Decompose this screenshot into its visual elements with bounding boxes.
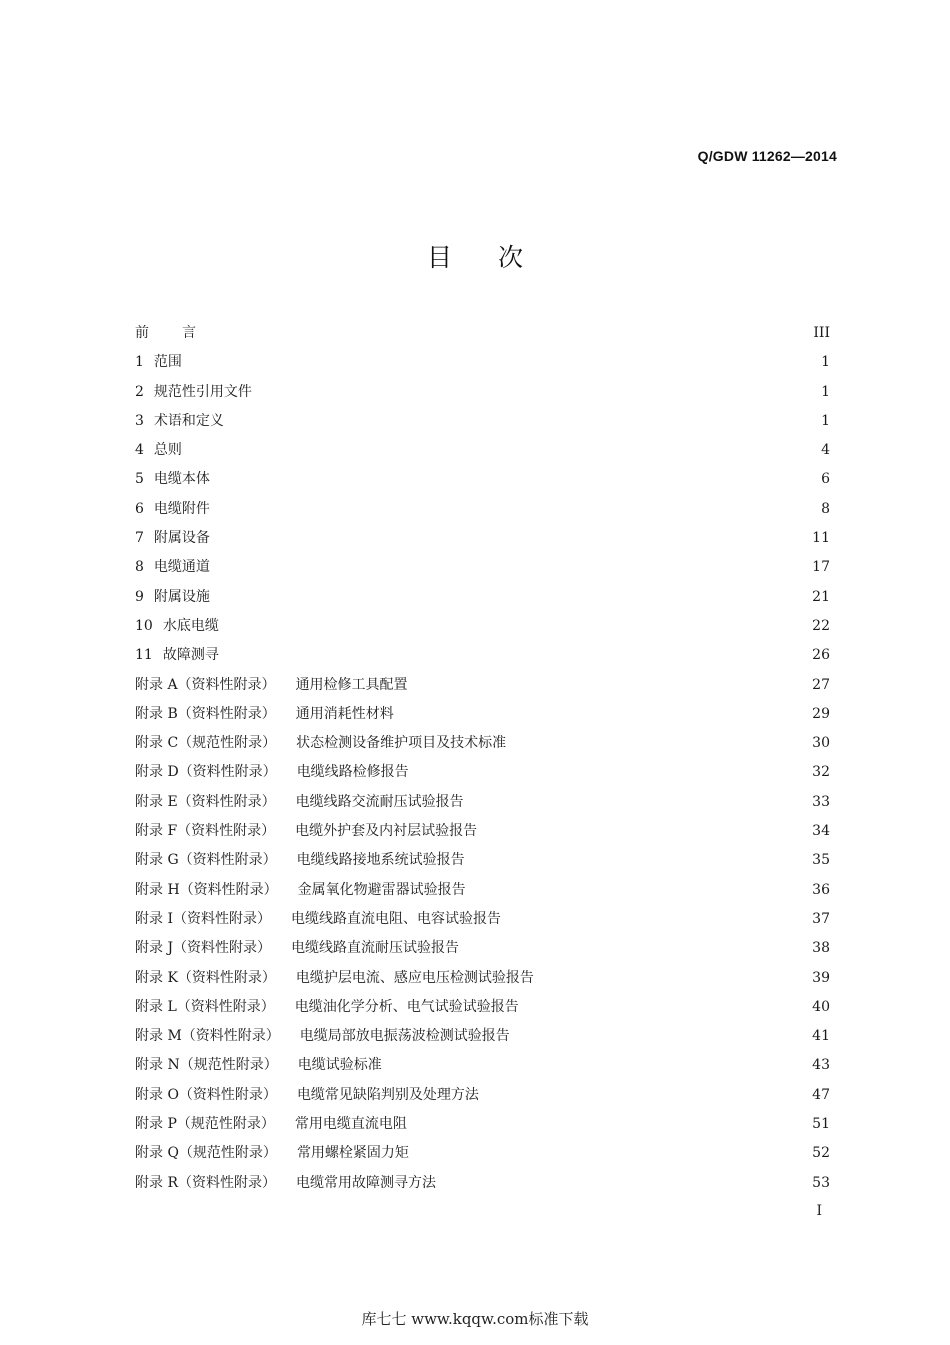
toc-entry[interactable] bbox=[135, 671, 830, 700]
toc-page-number: 1 bbox=[821, 354, 830, 371]
toc-page-number: 38 bbox=[812, 940, 830, 957]
toc-page-number: 32 bbox=[812, 764, 830, 781]
toc-entry[interactable] bbox=[135, 993, 830, 1022]
toc-leader-dots bbox=[409, 1111, 810, 1125]
toc-annex-label: 附录 F（资料性附录） bbox=[135, 823, 276, 840]
toc-annex-label: 附录 J（资料性附录） bbox=[135, 940, 272, 957]
toc-page-number: 52 bbox=[812, 1145, 830, 1162]
toc-leader-dots bbox=[411, 759, 810, 773]
toc-entry-title: 常用螺栓紧固力矩 bbox=[296, 1145, 409, 1162]
toc-leader-dots bbox=[184, 349, 819, 363]
toc-leader-dots bbox=[461, 935, 810, 949]
toc-page-number: 34 bbox=[812, 823, 830, 840]
toc-leader-dots bbox=[231, 320, 811, 334]
toc-entry[interactable] bbox=[135, 524, 830, 553]
toc-annex-label: 附录 O（资料性附录） bbox=[135, 1086, 277, 1103]
toc-page-number: 40 bbox=[812, 998, 830, 1015]
toc-page-number: 39 bbox=[812, 969, 830, 986]
toc-entry[interactable] bbox=[135, 1139, 830, 1168]
toc-entry-title: 电缆护层电流、感应电压检测试验报告 bbox=[295, 969, 534, 986]
toc-entry-title: 电缆常见缺陷判别及处理方法 bbox=[296, 1086, 479, 1103]
toc-leader-dots bbox=[254, 379, 819, 393]
toc-section-number: 4 bbox=[135, 442, 144, 459]
toc-entry-title: 规范性引用文件 bbox=[153, 383, 252, 400]
toc-leader-dots bbox=[212, 525, 810, 539]
toc-page-number: 29 bbox=[812, 705, 830, 722]
toc-entry[interactable] bbox=[135, 1051, 830, 1080]
toc-page-number: III bbox=[813, 325, 830, 341]
toc-entry[interactable] bbox=[135, 1081, 830, 1110]
toc-page-number: 33 bbox=[812, 793, 830, 810]
toc-page-number: 6 bbox=[821, 471, 830, 488]
toc-page-number: 53 bbox=[812, 1174, 830, 1191]
toc-page-number: 1 bbox=[821, 412, 830, 429]
toc-entry[interactable] bbox=[135, 436, 830, 465]
toc-entry[interactable] bbox=[135, 964, 830, 993]
toc-entry[interactable] bbox=[135, 553, 830, 582]
toc-entry[interactable] bbox=[135, 729, 830, 758]
toc-leader-dots bbox=[512, 1023, 810, 1037]
toc-section-number: 3 bbox=[135, 412, 144, 429]
toc-leader-dots bbox=[466, 789, 811, 803]
toc-entry-title: 附属设施 bbox=[153, 588, 210, 605]
toc-entry[interactable] bbox=[135, 641, 830, 670]
toc-annex-label: 附录 C（规范性附录） bbox=[135, 735, 277, 752]
toc-page-number: 8 bbox=[821, 500, 830, 517]
toc-entry[interactable] bbox=[135, 378, 830, 407]
toc-entry-title: 电缆常用故障测寻方法 bbox=[296, 1174, 436, 1191]
toc-leader-dots bbox=[481, 1082, 810, 1096]
toc-section-number: 2 bbox=[135, 383, 144, 400]
toc-entry[interactable] bbox=[135, 817, 830, 846]
toc-leader-dots bbox=[184, 437, 819, 451]
page-number: I bbox=[816, 1203, 822, 1219]
toc-leader-dots bbox=[479, 818, 810, 832]
toc-entry-title: 前言 bbox=[135, 325, 229, 341]
toc-section-number: 9 bbox=[135, 588, 144, 605]
toc-entry[interactable] bbox=[135, 319, 830, 348]
toc-leader-dots bbox=[221, 613, 810, 627]
toc-entry[interactable] bbox=[135, 788, 830, 817]
toc-section-number: 6 bbox=[135, 500, 144, 517]
toc-leader-dots bbox=[503, 906, 810, 920]
toc-page-number: 47 bbox=[812, 1086, 830, 1103]
toc-leader-dots bbox=[221, 642, 810, 656]
toc-entry-title: 电缆油化学分析、电气试验试验报告 bbox=[294, 998, 519, 1015]
toc-entry[interactable] bbox=[135, 1169, 830, 1198]
toc-entry[interactable] bbox=[135, 905, 830, 934]
toc-page-number: 4 bbox=[821, 442, 830, 459]
toc-entry[interactable] bbox=[135, 495, 830, 524]
toc-entry[interactable] bbox=[135, 348, 830, 377]
toc-page-number: 35 bbox=[812, 852, 830, 869]
toc-entry[interactable] bbox=[135, 876, 830, 905]
toc-leader-dots bbox=[410, 672, 811, 686]
toc-entry-title: 附属设备 bbox=[153, 530, 210, 547]
toc-entry[interactable] bbox=[135, 583, 830, 612]
toc-page-number: 30 bbox=[812, 735, 830, 752]
toc-entry[interactable] bbox=[135, 465, 830, 494]
toc-entry-title: 电缆线路交流耐压试验报告 bbox=[295, 793, 464, 810]
standard-code: Q/GDW 11262—2014 bbox=[697, 148, 837, 164]
toc-entry-title: 范围 bbox=[153, 354, 182, 371]
toc-entry-title: 电缆线路接地系统试验报告 bbox=[296, 852, 465, 869]
toc-page-number: 17 bbox=[812, 559, 830, 576]
toc-section-number: 1 bbox=[135, 354, 144, 371]
toc-leader-dots bbox=[396, 701, 810, 715]
toc-page-number: 1 bbox=[821, 383, 830, 400]
toc-entry-title: 电缆试验标准 bbox=[297, 1057, 382, 1074]
toc-page-number: 41 bbox=[812, 1028, 830, 1045]
toc-entry-title: 通用消耗性材料 bbox=[295, 705, 394, 722]
toc-entry[interactable] bbox=[135, 758, 830, 787]
toc-annex-label: 附录 G（资料性附录） bbox=[135, 852, 277, 869]
toc-entry-title: 通用检修工具配置 bbox=[295, 676, 408, 693]
toc-section-number: 10 bbox=[135, 617, 153, 634]
toc-entry[interactable] bbox=[135, 407, 830, 436]
toc-annex-label: 附录 D（资料性附录） bbox=[135, 764, 277, 781]
toc-leader-dots bbox=[438, 1170, 810, 1184]
toc-leader-dots bbox=[411, 1140, 810, 1154]
page-title: 目次 bbox=[426, 243, 569, 272]
toc-annex-label: 附录 Q（规范性附录） bbox=[135, 1145, 277, 1162]
toc-page-number: 26 bbox=[812, 647, 830, 664]
toc-entry-title: 电缆线路直流电阻、电容试验报告 bbox=[290, 910, 501, 927]
toc-entry-title: 术语和定义 bbox=[153, 412, 224, 429]
toc-annex-label: 附录 H（资料性附录） bbox=[135, 881, 278, 898]
toc-leader-dots bbox=[212, 554, 810, 568]
toc-annex-label: 附录 E（资料性附录） bbox=[135, 793, 276, 810]
toc-entry-title: 状态检测设备维护项目及技术标准 bbox=[296, 735, 507, 752]
toc-annex-label: 附录 A（资料性附录） bbox=[135, 676, 276, 693]
toc-leader-dots bbox=[384, 1052, 810, 1066]
toc-entry-title: 电缆附件 bbox=[153, 500, 210, 517]
toc-page-number: 21 bbox=[812, 588, 830, 605]
toc-entry-title: 常用电缆直流电阻 bbox=[294, 1116, 407, 1133]
toc-entry[interactable] bbox=[135, 1022, 830, 1051]
toc-leader-dots bbox=[212, 466, 819, 480]
toc-leader-dots bbox=[212, 496, 819, 510]
toc-section-number: 11 bbox=[135, 647, 153, 664]
toc-leader-dots bbox=[226, 408, 819, 422]
toc-page-number: 36 bbox=[812, 881, 830, 898]
toc-section-number: 8 bbox=[135, 559, 144, 576]
footer-watermark: 库七七 www.kqqw.com标准下载 bbox=[361, 1310, 589, 1328]
toc-entry-title: 电缆线路检修报告 bbox=[296, 764, 409, 781]
toc-leader-dots bbox=[521, 994, 810, 1008]
toc-entry[interactable] bbox=[135, 700, 830, 729]
toc-annex-label: 附录 B（资料性附录） bbox=[135, 705, 276, 722]
toc-entry[interactable] bbox=[135, 846, 830, 875]
toc-entry[interactable] bbox=[135, 934, 830, 963]
toc-annex-label: 附录 M（资料性附录） bbox=[135, 1028, 280, 1045]
toc-leader-dots bbox=[536, 965, 810, 979]
toc-entry-title: 金属氧化物避雷器试验报告 bbox=[297, 881, 466, 898]
toc-entry-title: 电缆本体 bbox=[153, 471, 210, 488]
toc-page-number: 37 bbox=[812, 910, 830, 927]
toc-entry-title: 电缆线路直流耐压试验报告 bbox=[291, 940, 460, 957]
toc-annex-label: 附录 R（资料性附录） bbox=[135, 1174, 276, 1191]
toc-entry[interactable] bbox=[135, 612, 830, 641]
toc-leader-dots bbox=[212, 584, 810, 598]
toc-annex-label: 附录 L（资料性附录） bbox=[135, 998, 275, 1015]
toc-entry-title: 电缆外护套及内衬层试验报告 bbox=[295, 823, 478, 840]
toc-leader-dots bbox=[508, 730, 810, 744]
toc-page-number: 51 bbox=[812, 1116, 830, 1133]
toc-annex-label: 附录 I（资料性附录） bbox=[135, 910, 271, 927]
toc-entry-title: 总则 bbox=[153, 442, 182, 459]
toc-annex-label: 附录 P（规范性附录） bbox=[135, 1116, 275, 1133]
toc-section-number: 5 bbox=[135, 471, 144, 488]
toc-page-number: 11 bbox=[812, 530, 830, 547]
toc-page-number: 27 bbox=[812, 676, 830, 693]
toc-annex-label: 附录 K（资料性附录） bbox=[135, 969, 276, 986]
toc-page-number: 22 bbox=[812, 617, 830, 634]
toc-leader-dots bbox=[467, 847, 811, 861]
toc-entry-title: 故障测寻 bbox=[162, 647, 219, 664]
toc-entry-title: 水底电缆 bbox=[162, 617, 219, 634]
table-of-contents bbox=[135, 319, 830, 1198]
toc-leader-dots bbox=[468, 877, 811, 891]
toc-entry-title: 电缆通道 bbox=[153, 559, 210, 576]
toc-entry[interactable] bbox=[135, 1110, 830, 1139]
toc-annex-label: 附录 N（规范性附录） bbox=[135, 1057, 278, 1074]
toc-entry-title: 电缆局部放电振荡波检测试验报告 bbox=[299, 1028, 510, 1045]
toc-section-number: 7 bbox=[135, 530, 144, 547]
toc-page-number: 43 bbox=[812, 1057, 830, 1074]
